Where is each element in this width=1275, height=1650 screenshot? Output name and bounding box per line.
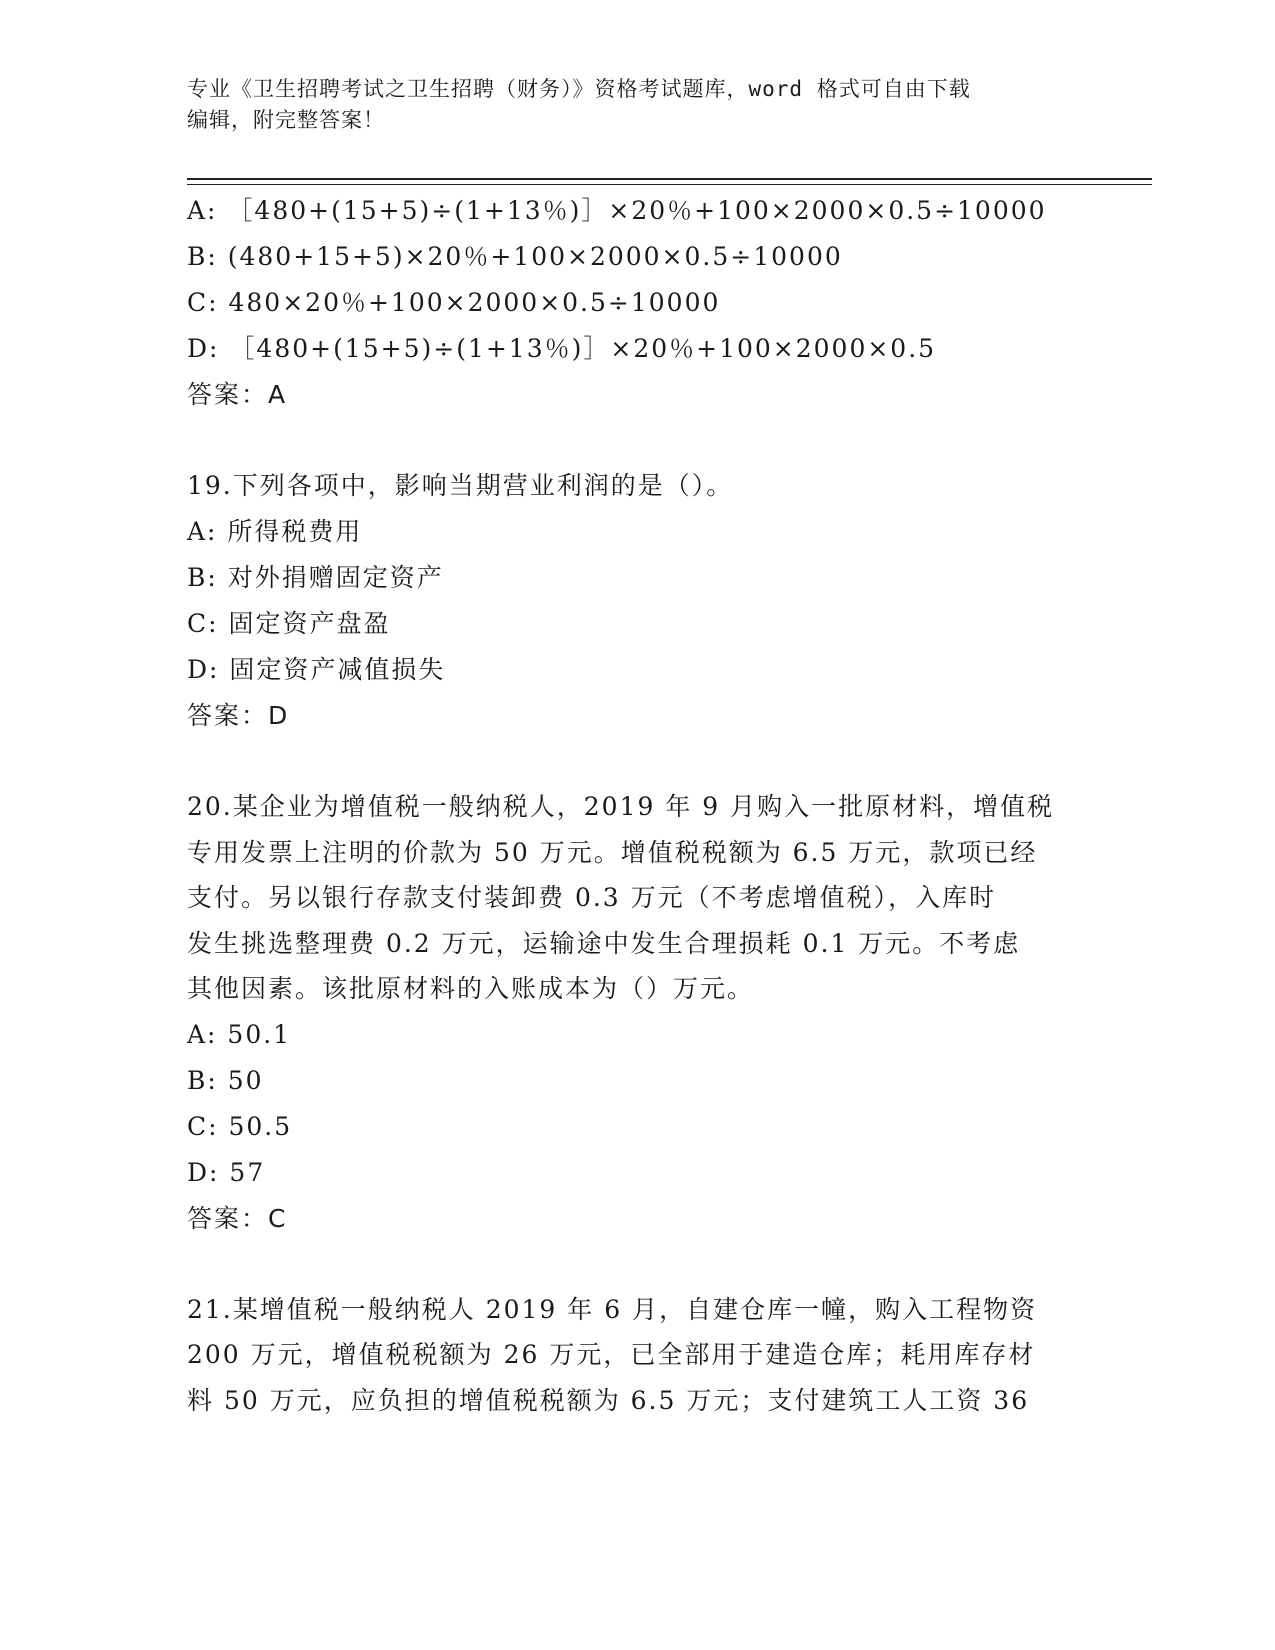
question-20 (187, 784, 1087, 1242)
option-c: C: 480×20％+100×2000×0.5÷10000 (187, 288, 721, 317)
spacer (187, 739, 1087, 784)
answer: 答案：C (187, 1203, 288, 1233)
option-c: C: 50.5 (187, 1111, 293, 1141)
header-divider-thick (187, 178, 1152, 180)
option-c: C: 固定资产盘盈 (187, 609, 391, 638)
stem-line: 料 50 万元，应负担的增值税税额为 6.5 万元；支付建筑工人工资 36 (187, 1385, 1030, 1415)
stem-line: 专用发票上注明的价款为 50 万元。增值税税额为 6.5 万元，款项已经 (187, 837, 1038, 867)
answer: 答案：D (187, 701, 290, 730)
stem-line: 其他因素。该批原材料的入账成本为（）万元。 (187, 974, 755, 1003)
question-stem (187, 784, 1087, 1012)
question-list (187, 188, 1087, 1423)
header-line-1: 专业《卫生招聘考试之卫生招聘（财务）》资格考试题库，word 格式可自由下载 (187, 77, 971, 101)
stem-line: 支付。另以银行存款支付装卸费 0.3 万元（不考虑增值税），入库时 (187, 883, 997, 912)
option-d: D: 57 (187, 1157, 266, 1187)
document-header (187, 74, 1087, 136)
question-18 (187, 188, 1087, 418)
option-a: A: 所得税费用 (187, 517, 363, 546)
spacer (187, 1242, 1087, 1287)
option-a: A: ［480+(15+5)÷(1+13％)］×20％+100×2000×0.5÷10000 (187, 196, 1047, 225)
stem-line: 20.某企业为增值税一般纳税人，2019 年 9 月购入一批原材料，增值税 (187, 792, 1055, 821)
stem-line: 发生挑选整理费 0.2 万元，运输途中发生合理损耗 0.1 万元。不考虑 (187, 928, 1021, 958)
question-stem: 19.下列各项中，影响当期营业利润的是（）。 (187, 471, 734, 500)
question-21 (187, 1287, 1087, 1424)
header-divider-thin (187, 184, 1152, 185)
option-b: B: (480+15+5)×20％+100×2000×0.5÷10000 (187, 242, 843, 271)
answer: 答案：A (187, 380, 288, 409)
stem-line: 21.某增值税一般纳税人 2019 年 6 月，自建仓库一幢，购入工程物资 (187, 1294, 1038, 1324)
spacer (187, 418, 1087, 463)
option-b: B: 50 (187, 1065, 264, 1095)
question-stem (187, 1287, 1087, 1424)
option-b: B: 对外捐赠固定资产 (187, 563, 444, 592)
option-d: D: 固定资产减值损失 (187, 655, 446, 684)
option-a: A: 50.1 (187, 1019, 292, 1049)
question-19 (187, 463, 1087, 739)
header-line-2: 编辑，附完整答案！ (187, 108, 385, 132)
stem-line: 200 万元，增值税税额为 26 万元，已全部用于建造仓库；耗用库存材 (187, 1340, 1036, 1369)
option-d: D: ［480+(15+5)÷(1+13％)］×20％+100×2000×0.5 (187, 334, 937, 363)
